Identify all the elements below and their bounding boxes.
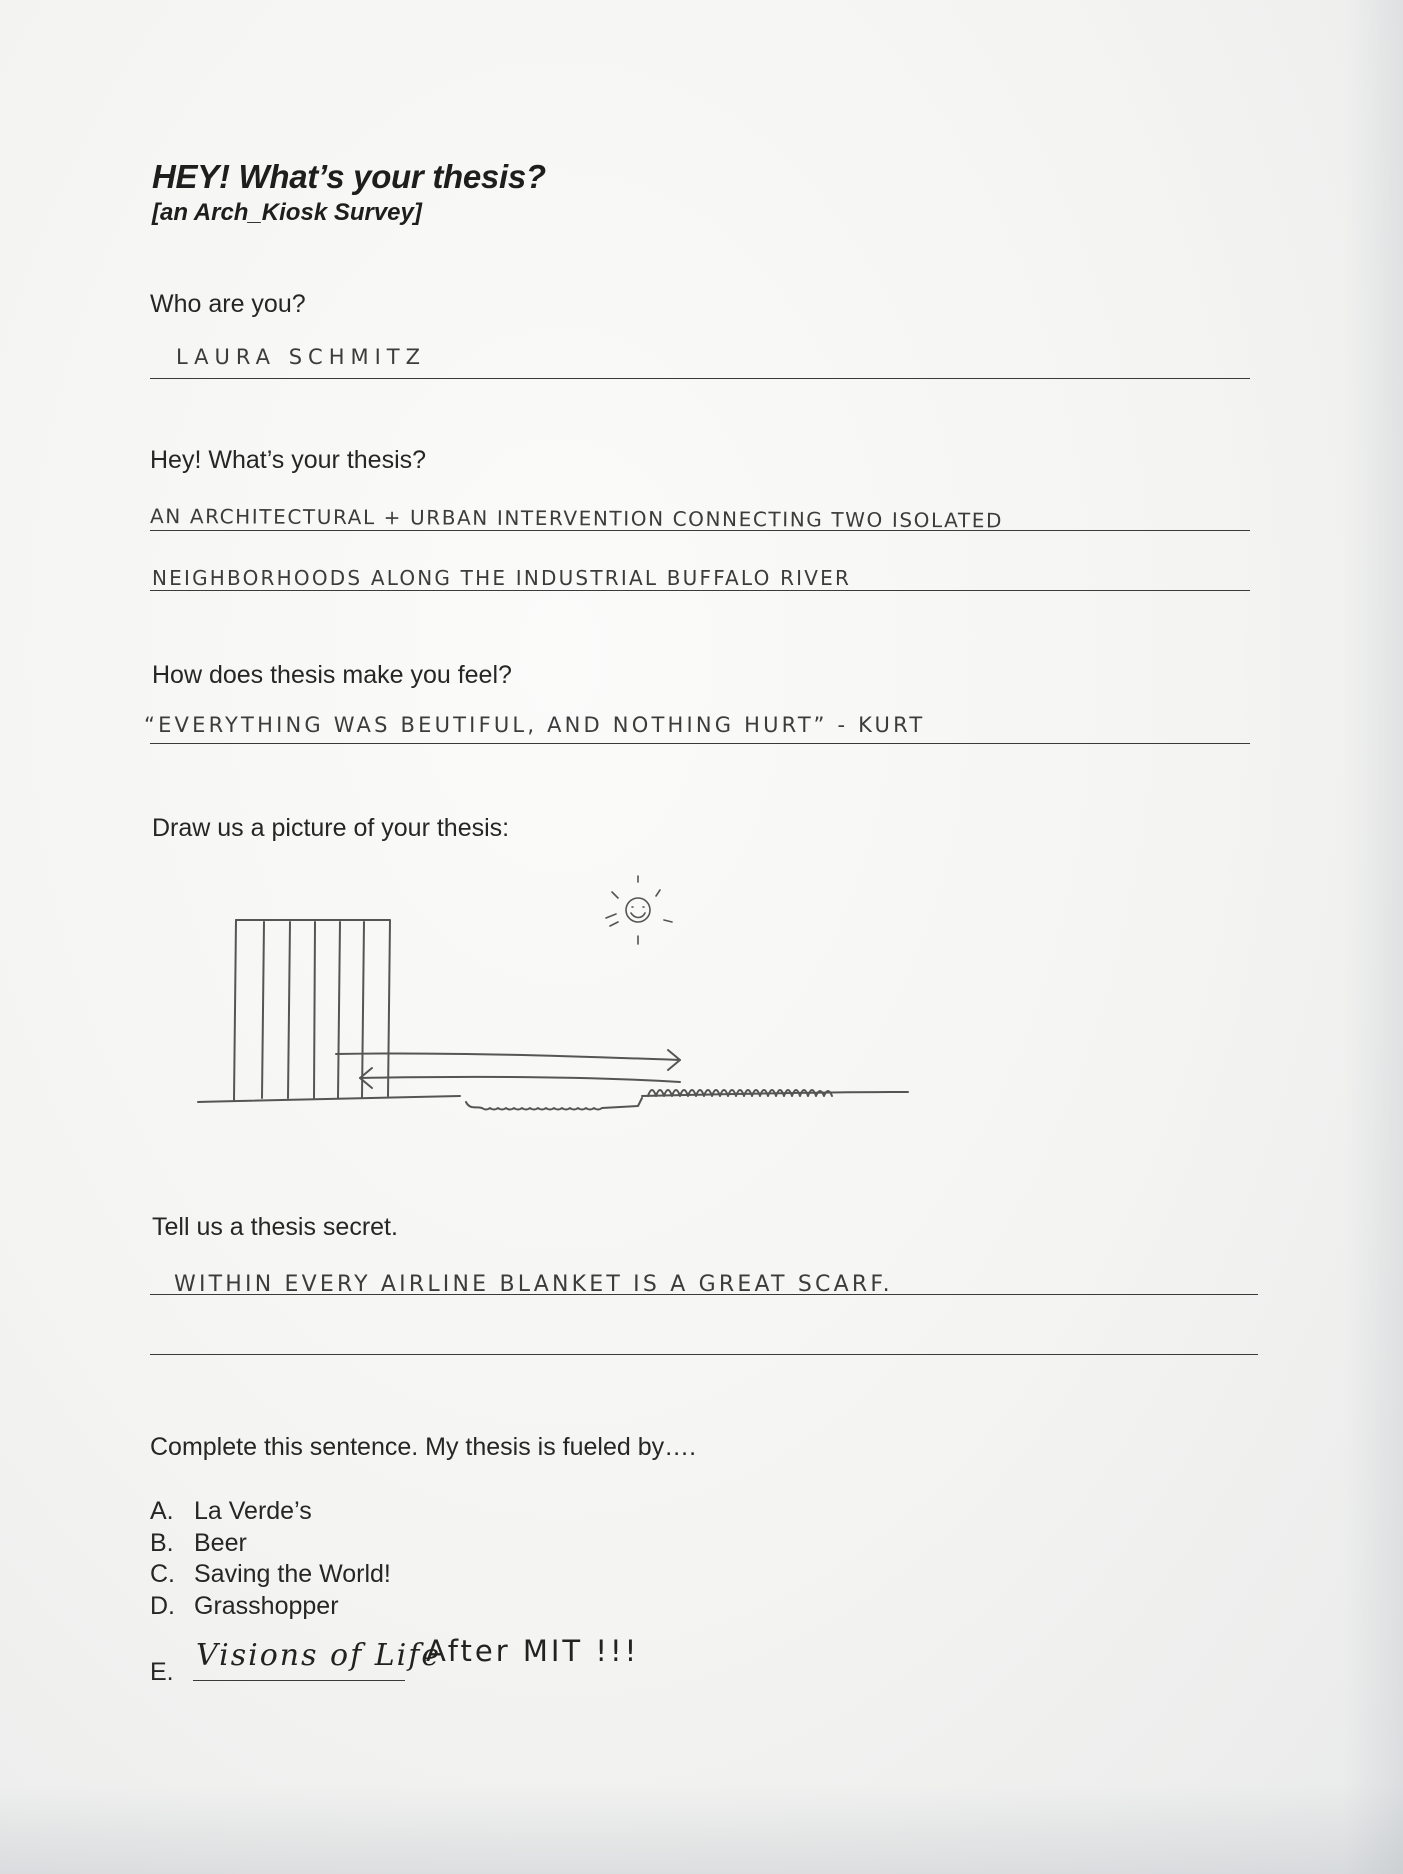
option-d-letter: D. [150, 1592, 175, 1620]
option-a[interactable] [150, 1497, 312, 1526]
page-subtitle: [an Arch_Kiosk Survey] [152, 199, 422, 226]
option-b-letter: B. [150, 1529, 174, 1557]
sketch-arrow-left [360, 1077, 680, 1082]
option-e-blank-line[interactable] [193, 1680, 405, 1681]
question-who: Who are you? [150, 290, 306, 318]
thesis-sketch [190, 870, 930, 1130]
answer-secret-line1: WITHIN EVERY AIRLINE BLANKET IS A GREAT SCARF. [174, 1272, 893, 1297]
option-c-letter: C. [150, 1560, 175, 1588]
paper-shadow-right [1343, 0, 1403, 1874]
answer-secret-line1-rule[interactable] [150, 1294, 1258, 1295]
answer-thesis-line1: AN ARCHITECTURAL + URBAN INTERVENTION CONNECTING TWO ISOLATED [150, 504, 1004, 533]
answer-thesis-line2: NEIGHBORHOODS ALONG THE INDUSTRIAL BUFFALO RIVER [152, 566, 852, 590]
sketch-building-outline [236, 920, 390, 1096]
answer-thesis-line2-rule[interactable] [150, 590, 1250, 591]
sketch-building-column [314, 922, 315, 1098]
paper-shadow-bottom [0, 1784, 1403, 1874]
option-e-letter: E. [150, 1658, 174, 1686]
sketch-sun [606, 876, 672, 944]
answer-who-line[interactable] [150, 378, 1250, 379]
option-c-text: Saving the World! [194, 1560, 391, 1588]
page-title: HEY! What’s your thesis? [152, 158, 546, 195]
sketch-building-column [362, 922, 364, 1098]
sketch-building-left-wall [234, 920, 236, 1100]
option-d-text: Grasshopper [194, 1592, 339, 1620]
option-c[interactable] [150, 1560, 391, 1589]
question-complete: Complete this sentence. My thesis is fueled by…. [150, 1433, 697, 1461]
option-e[interactable] [150, 1658, 194, 1687]
sketch-river [466, 1098, 642, 1110]
option-a-text: La Verde’s [194, 1497, 312, 1525]
sketch-building-column [262, 922, 264, 1098]
question-feel: How does thesis make you feel? [152, 661, 512, 689]
sketch-building-column [338, 922, 340, 1098]
question-thesis: Hey! What’s your thesis? [150, 446, 427, 474]
option-e-written-extra: After MIT !!! [426, 1634, 640, 1668]
question-secret: Tell us a thesis secret. [152, 1213, 398, 1241]
option-e-written-blank: Visions of Life [196, 1638, 442, 1673]
answer-thesis-line1-rule[interactable] [150, 530, 1250, 531]
option-d[interactable] [150, 1592, 339, 1621]
option-b[interactable] [150, 1529, 247, 1558]
option-b-text: Beer [194, 1529, 247, 1557]
answer-secret-line2-rule[interactable] [150, 1354, 1258, 1355]
option-a-letter: A. [150, 1497, 174, 1525]
answer-feel-line[interactable] [150, 743, 1250, 744]
question-draw: Draw us a picture of your thesis: [152, 814, 510, 842]
sketch-building-column [288, 922, 290, 1098]
answer-feel: “EVERYTHING WAS BEUTIFUL, AND NOTHING HURT” - KURT [144, 713, 926, 737]
answer-who: LAURA SCHMITZ [176, 345, 427, 369]
sketch-ground-left [198, 1096, 460, 1102]
